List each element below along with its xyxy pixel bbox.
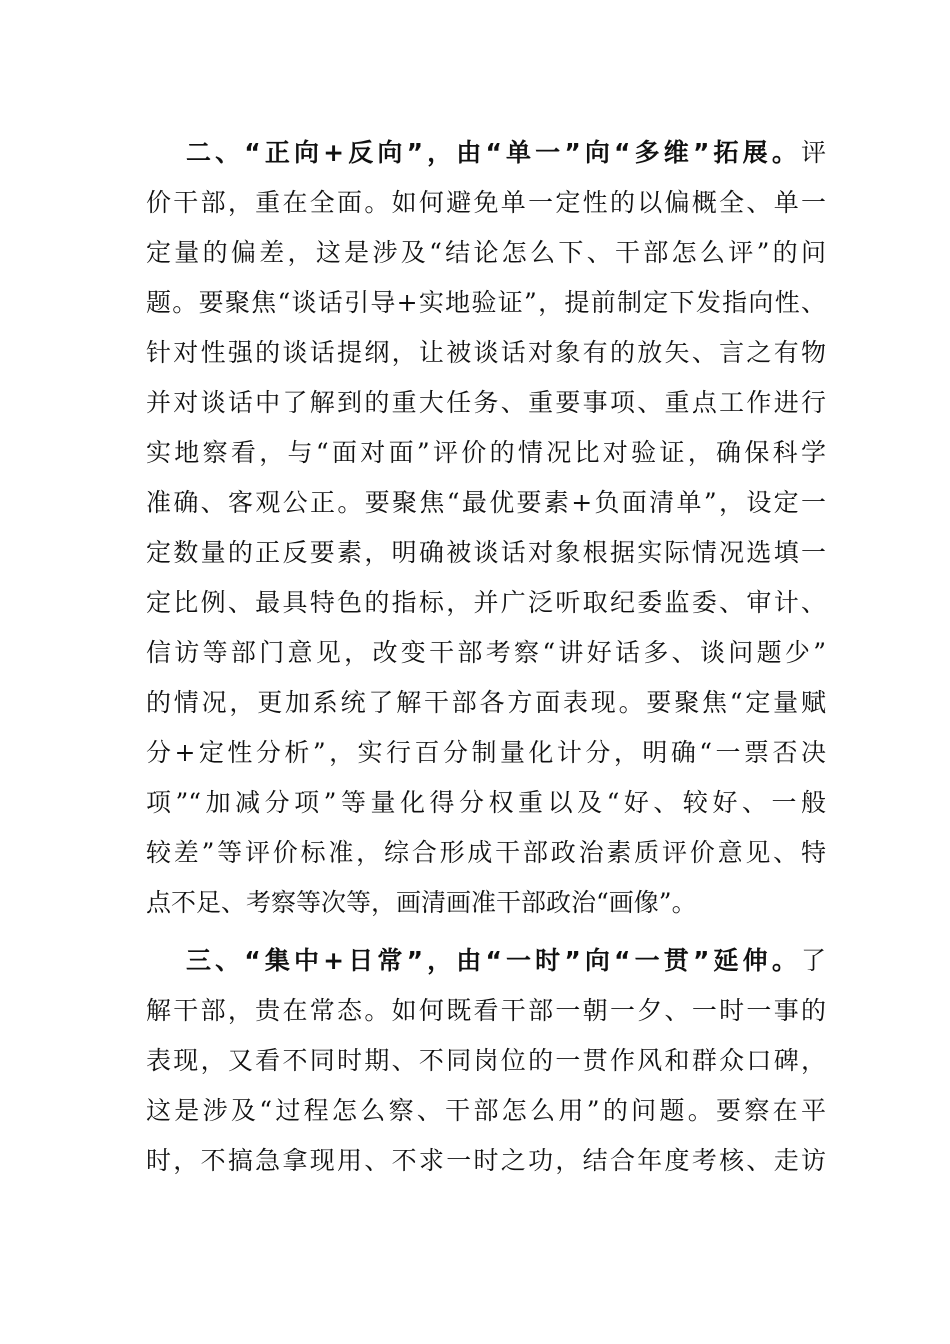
paragraph-line xyxy=(146,128,826,178)
section-heading: 二、“正向+反向”，由“单一”向“多维”拓展。 xyxy=(186,138,801,167)
paragraph-line: 分+定性分析”，实行百分制量化计分，明确“一票否决 xyxy=(146,738,826,767)
paragraph-line: 定量的偏差，这是涉及“结论怎么下、干部怎么评”的问 xyxy=(146,238,826,267)
paragraph-line: 项”“加减分项”等量化得分权重以及“好、较好、一般 xyxy=(146,788,826,817)
paragraph-section-three xyxy=(146,936,826,1186)
paragraph-line: 这是涉及“过程怎么察、干部怎么用”的问题。要察在平 xyxy=(146,1096,826,1125)
paragraph-line: 定数量的正反要素，明确被谈话对象根据实际情况选填一 xyxy=(146,538,826,567)
paragraph-line: 准确、客观公正。要聚焦“最优要素+负面清单”，设定一 xyxy=(146,488,826,517)
line-text: 了 xyxy=(800,946,826,975)
paragraph-line: 针对性强的谈话提纲，让被谈话对象有的放矢、言之有物 xyxy=(146,338,826,367)
paragraph-line: 实地察看，与“面对面”评价的情况比对验证，确保科学 xyxy=(146,438,826,467)
paragraph-line: 较差”等评价标准，综合形成干部政治素质评价意见、特 xyxy=(146,838,826,867)
paragraph-line: 时，不搞急拿现用、不求一时之功，结合年度考核、走访 xyxy=(146,1146,826,1175)
paragraph-section-two xyxy=(146,128,826,928)
paragraph-line: 信访等部门意见，改变干部考察“讲好话多、谈问题少” xyxy=(146,638,826,667)
paragraph-line: 并对谈话中了解到的重大任务、重要事项、重点工作进行 xyxy=(146,388,826,417)
paragraph-line: 定比例、最具特色的指标，并广泛听取纪委监委、审计、 xyxy=(146,588,826,617)
paragraph-line: 点不足、考察等次等，画清画准干部政治“画像”。 xyxy=(146,888,697,917)
paragraph-line: 价干部，重在全面。如何避免单一定性的以偏概全、单一 xyxy=(146,188,826,217)
paragraph-line: 题。要聚焦“谈话引导+实地验证”，提前制定下发指向性、 xyxy=(146,288,826,317)
paragraph-line xyxy=(146,936,826,986)
paragraph-line: 的情况，更加系统了解干部各方面表现。要聚焦“定量赋 xyxy=(146,688,826,717)
paragraph-line: 解干部，贵在常态。如何既看干部一朝一夕、一时一事的 xyxy=(146,996,826,1025)
paragraph-line: 表现，又看不同时期、不同岗位的一贯作风和群众口碑， xyxy=(146,1046,826,1075)
section-heading: 三、“集中+日常”，由“一时”向“一贯”延伸。 xyxy=(186,946,801,975)
line-text: 评 xyxy=(800,138,826,167)
